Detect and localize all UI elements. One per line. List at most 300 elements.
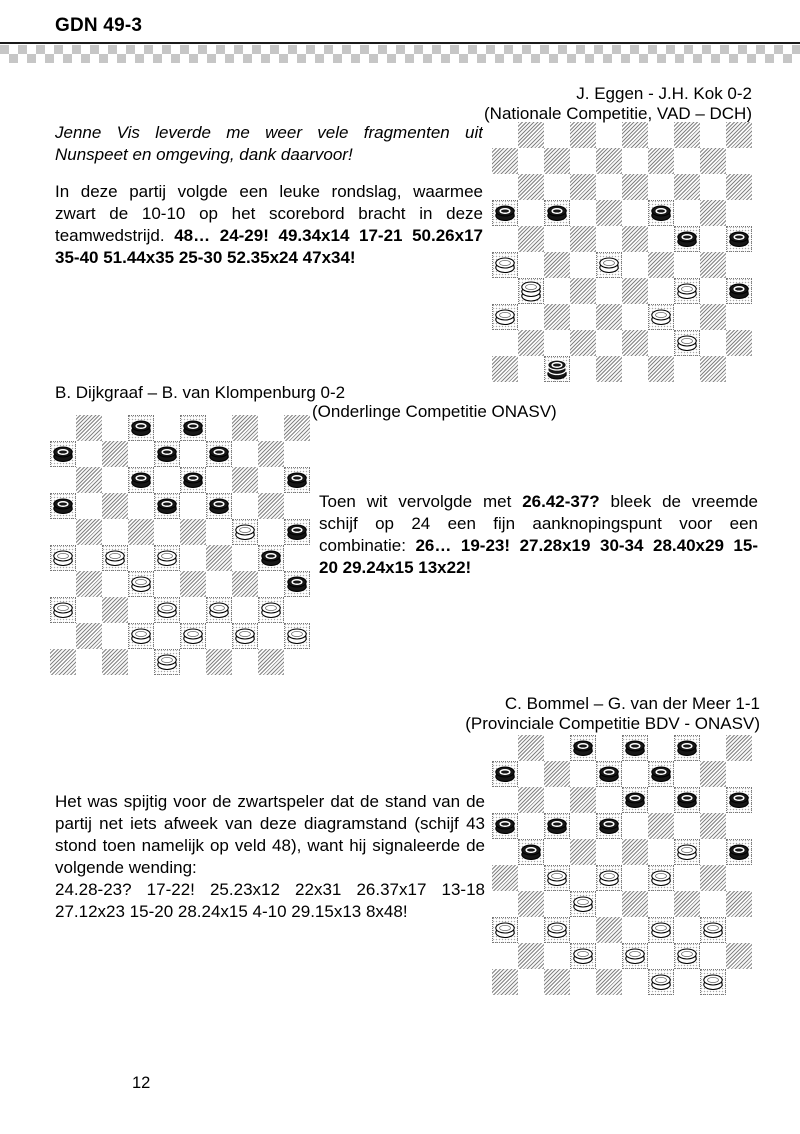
board-square: [544, 891, 570, 917]
board-square: [570, 787, 596, 813]
white-man-piece: [650, 971, 672, 993]
board-square: [674, 148, 700, 174]
board-square: [102, 623, 128, 649]
board-square: [518, 252, 544, 278]
move-notation: 48… 24-29! 49.34x14 17-21 50.26x17: [174, 226, 483, 245]
body-text: volgende wending:: [55, 858, 197, 877]
white-man-square: [180, 623, 206, 649]
black-man-piece: [156, 443, 178, 465]
board-square: [518, 122, 544, 148]
text-line: [55, 145, 483, 167]
board-square: [674, 174, 700, 200]
body-text: partij net iets afweek van deze diagramstand (schijf 43: [55, 814, 485, 833]
black-man-square: [284, 467, 310, 493]
board-square: [492, 356, 518, 382]
move-notation: 26… 19-23! 27.28x19 30-34 28.40x29 15-: [415, 536, 758, 555]
white-man-square: [154, 545, 180, 571]
text-line: [55, 792, 485, 814]
board-square: [102, 649, 128, 675]
board-square: [232, 441, 258, 467]
white-man-piece: [572, 893, 594, 915]
black-man-square: [596, 761, 622, 787]
white-man-square: [492, 304, 518, 330]
board-square: [596, 200, 622, 226]
board-square: [674, 917, 700, 943]
board-square: [700, 356, 726, 382]
board-square: [596, 839, 622, 865]
black-man-square: [674, 226, 700, 252]
white-man-square: [596, 252, 622, 278]
board-square: [570, 865, 596, 891]
draughts-board-3: [492, 735, 752, 995]
black-man-square: [206, 493, 232, 519]
board-square: [674, 252, 700, 278]
board-square: [180, 493, 206, 519]
move-notation: 20 29.24x15 13x22!: [319, 558, 472, 577]
board-square: [206, 571, 232, 597]
white-man-piece: [52, 599, 74, 621]
board-square: [128, 441, 154, 467]
board-square: [492, 174, 518, 200]
board-square: [50, 415, 76, 441]
game-3-text: [55, 792, 485, 924]
white-man-square: [674, 278, 700, 304]
draughts-board-2: [50, 415, 310, 675]
black-man-piece: [208, 443, 230, 465]
board-square: [206, 415, 232, 441]
white-man-square: [154, 597, 180, 623]
body-text: bleek de vreemde: [599, 492, 758, 511]
black-man-square: [726, 787, 752, 813]
black-man-piece: [650, 202, 672, 224]
black-man-square: [180, 415, 206, 441]
board-square: [76, 441, 102, 467]
board-square: [492, 330, 518, 356]
board-square: [128, 493, 154, 519]
game-1-text: [55, 182, 483, 270]
board-square: [700, 174, 726, 200]
board-square: [76, 519, 102, 545]
board-square: [700, 865, 726, 891]
black-man-square: [258, 545, 284, 571]
black-man-square: [154, 441, 180, 467]
board-square: [232, 597, 258, 623]
board-square: [492, 735, 518, 761]
board-square: [544, 304, 570, 330]
board-square: [206, 519, 232, 545]
white-man-square: [128, 571, 154, 597]
black-man-square: [492, 200, 518, 226]
white-man-piece: [234, 625, 256, 647]
game-2-subtitle: (Onderlinge Competitie ONASV): [312, 402, 557, 421]
white-man-square: [232, 623, 258, 649]
board-square: [726, 148, 752, 174]
board-square: [700, 148, 726, 174]
black-man-square: [726, 839, 752, 865]
text-line: [55, 814, 485, 836]
white-man-piece: [104, 547, 126, 569]
board-square: [622, 226, 648, 252]
board-square: [726, 735, 752, 761]
black-man-square: [622, 787, 648, 813]
board-square: [518, 813, 544, 839]
header-rule: [0, 42, 800, 44]
board-square: [518, 735, 544, 761]
board-square: [102, 493, 128, 519]
white-man-piece: [156, 599, 178, 621]
board-square: [258, 441, 284, 467]
board-square: [700, 787, 726, 813]
board-square: [492, 969, 518, 995]
white-man-piece: [182, 625, 204, 647]
body-text: Jenne Vis leverde me weer vele fragmenten uit: [55, 123, 483, 142]
black-man-piece: [286, 521, 308, 543]
black-man-piece: [208, 495, 230, 517]
board-square: [674, 356, 700, 382]
page-number: 12: [132, 1074, 151, 1092]
game-3-subtitle: (Provinciale Competitie BDV - ONASV): [465, 713, 760, 733]
board-square: [518, 969, 544, 995]
board-square: [180, 441, 206, 467]
board-square: [284, 415, 310, 441]
board-square: [154, 467, 180, 493]
black-man-piece: [598, 763, 620, 785]
body-text: zwart de 10-10 op het scorebord bracht in deze: [55, 204, 483, 223]
body-text: teamwedstrijd.: [55, 226, 175, 245]
board-square: [76, 597, 102, 623]
white-man-square: [648, 969, 674, 995]
text-line: [55, 858, 485, 880]
board-square: [518, 330, 544, 356]
board-square: [700, 200, 726, 226]
board-square: [232, 415, 258, 441]
board-square: [544, 252, 570, 278]
board-square: [544, 787, 570, 813]
board-square: [102, 415, 128, 441]
black-man-piece: [728, 841, 750, 863]
board-square: [518, 891, 544, 917]
black-man-piece: [130, 469, 152, 491]
black-man-piece: [182, 469, 204, 491]
board-square: [674, 122, 700, 148]
black-man-piece: [156, 495, 178, 517]
board-square: [622, 865, 648, 891]
board-square: [544, 122, 570, 148]
body-text: stond toen namelijk op veld 48), want hij signaleerde de: [55, 836, 485, 855]
board-square: [232, 493, 258, 519]
white-man-square: [648, 304, 674, 330]
move-notation: 26.42-37?: [522, 492, 600, 511]
board-square: [258, 571, 284, 597]
board-square: [570, 356, 596, 382]
board-square: [726, 252, 752, 278]
white-man-square: [284, 623, 310, 649]
board-square: [518, 200, 544, 226]
white-man-piece: [130, 573, 152, 595]
board-square: [284, 493, 310, 519]
board-square: [76, 493, 102, 519]
text-line: [319, 492, 758, 514]
white-man-square: [492, 252, 518, 278]
board-square: [726, 761, 752, 787]
board-square: [102, 441, 128, 467]
board-square: [50, 519, 76, 545]
board-square: [102, 467, 128, 493]
black-man-piece: [624, 737, 646, 759]
board-square: [518, 304, 544, 330]
board-square: [544, 761, 570, 787]
board-square: [128, 519, 154, 545]
board-square: [128, 649, 154, 675]
board-square: [726, 304, 752, 330]
board-square: [596, 356, 622, 382]
game-1-subtitle: (Nationale Competitie, VAD – DCH): [484, 103, 752, 123]
white-king-square: [518, 278, 544, 304]
text-line: [319, 536, 758, 558]
white-man-piece: [650, 867, 672, 889]
black-man-square: [154, 493, 180, 519]
black-man-square: [180, 467, 206, 493]
white-man-piece: [156, 651, 178, 673]
board-square: [596, 122, 622, 148]
board-square: [700, 891, 726, 917]
white-man-square: [544, 917, 570, 943]
white-man-piece: [260, 599, 282, 621]
black-man-square: [284, 519, 310, 545]
white-man-piece: [52, 547, 74, 569]
body-text: In deze partij volgde een leuke rondslag, waarmee: [55, 182, 483, 201]
board-square: [284, 545, 310, 571]
board-square: [570, 813, 596, 839]
black-man-square: [284, 571, 310, 597]
board-square: [154, 571, 180, 597]
board-square: [518, 943, 544, 969]
white-man-square: [622, 943, 648, 969]
board-square: [622, 891, 648, 917]
board-square: [206, 467, 232, 493]
white-man-piece: [572, 945, 594, 967]
board-square: [284, 597, 310, 623]
board-square: [648, 943, 674, 969]
white-man-square: [128, 623, 154, 649]
board-square: [700, 943, 726, 969]
black-man-square: [622, 735, 648, 761]
board-square: [648, 891, 674, 917]
black-man-piece: [676, 737, 698, 759]
draughts-board-1: [492, 122, 752, 382]
board-square: [570, 839, 596, 865]
board-square: [648, 813, 674, 839]
game-3-header: [360, 694, 760, 733]
board-square: [180, 571, 206, 597]
white-man-piece: [494, 306, 516, 328]
white-man-piece: [702, 971, 724, 993]
board-square: [596, 969, 622, 995]
black-man-piece: [52, 495, 74, 517]
board-square: [700, 735, 726, 761]
white-king-piece: [520, 280, 542, 302]
board-square: [154, 415, 180, 441]
board-square: [596, 174, 622, 200]
board-square: [622, 917, 648, 943]
board-square: [648, 356, 674, 382]
board-square: [700, 122, 726, 148]
board-square: [128, 545, 154, 571]
text-line: [55, 204, 483, 226]
board-square: [622, 122, 648, 148]
board-square: [518, 356, 544, 382]
black-man-square: [648, 200, 674, 226]
board-square: [674, 865, 700, 891]
board-square: [570, 278, 596, 304]
board-square: [674, 304, 700, 330]
board-square: [50, 623, 76, 649]
white-man-piece: [546, 867, 568, 889]
white-man-square: [648, 917, 674, 943]
board-square: [102, 597, 128, 623]
black-man-square: [492, 813, 518, 839]
board-square: [648, 330, 674, 356]
black-man-piece: [520, 841, 542, 863]
board-square: [492, 943, 518, 969]
board-square: [492, 787, 518, 813]
white-man-piece: [598, 254, 620, 276]
board-square: [76, 649, 102, 675]
body-text: combinatie:: [319, 536, 416, 555]
board-square: [622, 330, 648, 356]
black-man-square: [128, 467, 154, 493]
black-man-square: [544, 813, 570, 839]
board-square: [518, 787, 544, 813]
board-square: [518, 865, 544, 891]
board-square: [232, 571, 258, 597]
text-line: [55, 226, 483, 248]
board-square: [570, 969, 596, 995]
body-text: 24.28-23? 17-22! 25.23x12 22x31 26.37x17 13-18: [55, 880, 485, 899]
board-square: [284, 441, 310, 467]
black-man-square: [726, 226, 752, 252]
white-man-square: [674, 330, 700, 356]
black-man-square: [492, 761, 518, 787]
board-square: [622, 200, 648, 226]
black-man-piece: [572, 737, 594, 759]
black-man-square: [596, 813, 622, 839]
board-square: [76, 545, 102, 571]
board-square: [596, 330, 622, 356]
black-man-piece: [494, 202, 516, 224]
board-square: [518, 174, 544, 200]
board-square: [544, 174, 570, 200]
board-square: [570, 148, 596, 174]
text-line: [319, 514, 758, 536]
white-man-piece: [286, 625, 308, 647]
board-square: [258, 623, 284, 649]
black-man-square: [570, 735, 596, 761]
board-square: [128, 597, 154, 623]
board-square: [726, 356, 752, 382]
white-man-square: [50, 597, 76, 623]
board-square: [622, 304, 648, 330]
white-man-square: [258, 597, 284, 623]
board-square: [180, 519, 206, 545]
black-man-piece: [728, 280, 750, 302]
board-square: [596, 304, 622, 330]
board-square: [544, 969, 570, 995]
board-square: [232, 467, 258, 493]
game-1-title: J. Eggen - J.H. Kok 0-2: [576, 84, 752, 103]
board-square: [518, 917, 544, 943]
board-square: [648, 787, 674, 813]
board-square: [180, 545, 206, 571]
board-square: [648, 226, 674, 252]
white-man-square: [102, 545, 128, 571]
white-man-square: [570, 943, 596, 969]
game-2-text: [319, 492, 758, 580]
board-square: [232, 545, 258, 571]
board-square: [726, 865, 752, 891]
black-man-piece: [494, 815, 516, 837]
board-square: [50, 571, 76, 597]
board-square: [648, 252, 674, 278]
text-line: [55, 880, 485, 902]
board-square: [622, 813, 648, 839]
white-man-square: [674, 839, 700, 865]
board-square: [674, 969, 700, 995]
board-square: [492, 865, 518, 891]
body-text: 27.12x23 15-20 28.24x15 4-10 29.15x13 8x48!: [55, 902, 408, 921]
body-text: Nunspeet en omgeving, dank daarvoor!: [55, 145, 353, 164]
white-man-piece: [702, 919, 724, 941]
game-2-title: B. Dijkgraaf – B. van Klompenburg 0-2: [55, 383, 346, 402]
board-square: [544, 226, 570, 252]
board-square: [726, 917, 752, 943]
white-man-piece: [494, 919, 516, 941]
board-square: [544, 943, 570, 969]
white-man-square: [492, 917, 518, 943]
board-square: [544, 330, 570, 356]
white-man-square: [232, 519, 258, 545]
board-square: [726, 891, 752, 917]
text-line: [55, 902, 485, 924]
board-square: [674, 891, 700, 917]
white-man-square: [154, 649, 180, 675]
board-square: [258, 467, 284, 493]
board-square: [544, 278, 570, 304]
board-square: [232, 649, 258, 675]
board-square: [518, 226, 544, 252]
board-square: [76, 623, 102, 649]
board-square: [544, 839, 570, 865]
board-square: [492, 148, 518, 174]
board-square: [50, 649, 76, 675]
board-square: [544, 735, 570, 761]
board-square: [648, 839, 674, 865]
game-3-title: C. Bommel – G. van der Meer 1-1: [504, 694, 760, 713]
black-man-piece: [676, 789, 698, 811]
board-square: [726, 200, 752, 226]
black-man-square: [518, 839, 544, 865]
board-square: [544, 148, 570, 174]
board-square: [700, 330, 726, 356]
black-man-piece: [182, 417, 204, 439]
board-square: [674, 813, 700, 839]
text-line: [55, 123, 483, 145]
board-square: [726, 330, 752, 356]
white-man-piece: [494, 254, 516, 276]
white-man-piece: [234, 521, 256, 543]
body-text: schijf op 24 een fijn aanknopingspunt voor een: [319, 514, 758, 533]
board-square: [648, 174, 674, 200]
